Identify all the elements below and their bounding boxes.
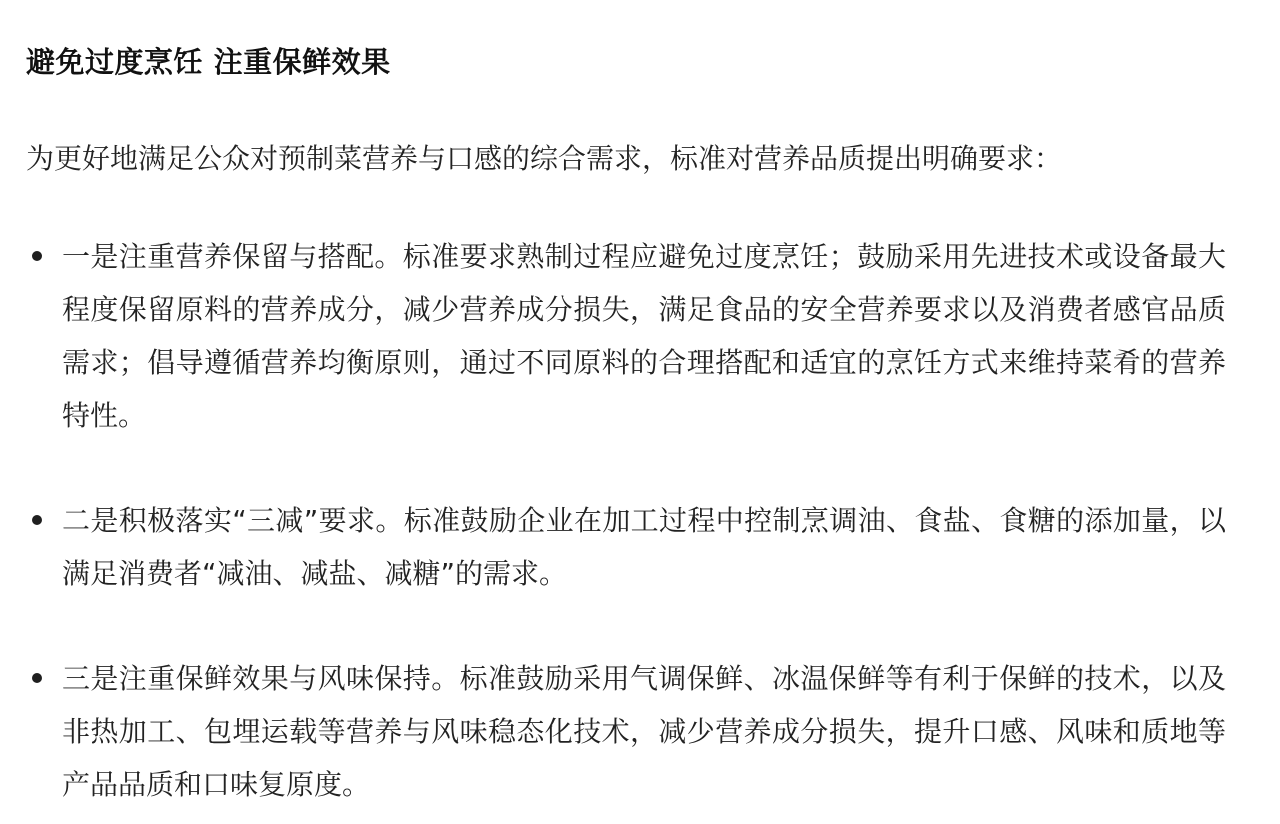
list-item bbox=[26, 652, 1226, 811]
list-item-text: 三是注重保鲜效果与风味保持。标准鼓励采用气调保鲜、冰温保鲜等有利于保鲜的技术，以及非热加工、包埋运载等营养与风味稳态化技术，减少营养成分损失，提升口感、风味和质地等产品品质和口味复原度。 bbox=[62, 662, 1226, 801]
bullet-dot-icon bbox=[32, 251, 42, 261]
bullet-dot-icon bbox=[32, 515, 42, 525]
article-heading: 避免过度烹饪 注重保鲜效果 bbox=[26, 45, 391, 79]
requirements-list bbox=[26, 230, 1226, 811]
intro-paragraph: 为更好地满足公众对预制菜营养与口感的综合需求，标准对营养品质提出明确要求： bbox=[26, 142, 1063, 175]
bullet-dot-icon bbox=[32, 673, 42, 683]
list-item-text: 二是积极落实“三减”要求。标准鼓励企业在加工过程中控制烹调油、食盐、食糖的添加量，以满足消费者“减油、减盐、减糖”的需求。 bbox=[62, 504, 1226, 590]
list-item bbox=[26, 230, 1226, 442]
list-item-text: 一是注重营养保留与搭配。标准要求熟制过程应避免过度烹饪；鼓励采用先进技术或设备最大程度保留原料的营养成分，减少营养成分损失，满足食品的安全营养要求以及消费者感官品质需求；倡导遵循营养均衡原则，通过不同原料的合理搭配和适宜的烹饪方式来维持菜肴的营养特性。 bbox=[62, 240, 1226, 432]
list-item bbox=[26, 494, 1226, 600]
